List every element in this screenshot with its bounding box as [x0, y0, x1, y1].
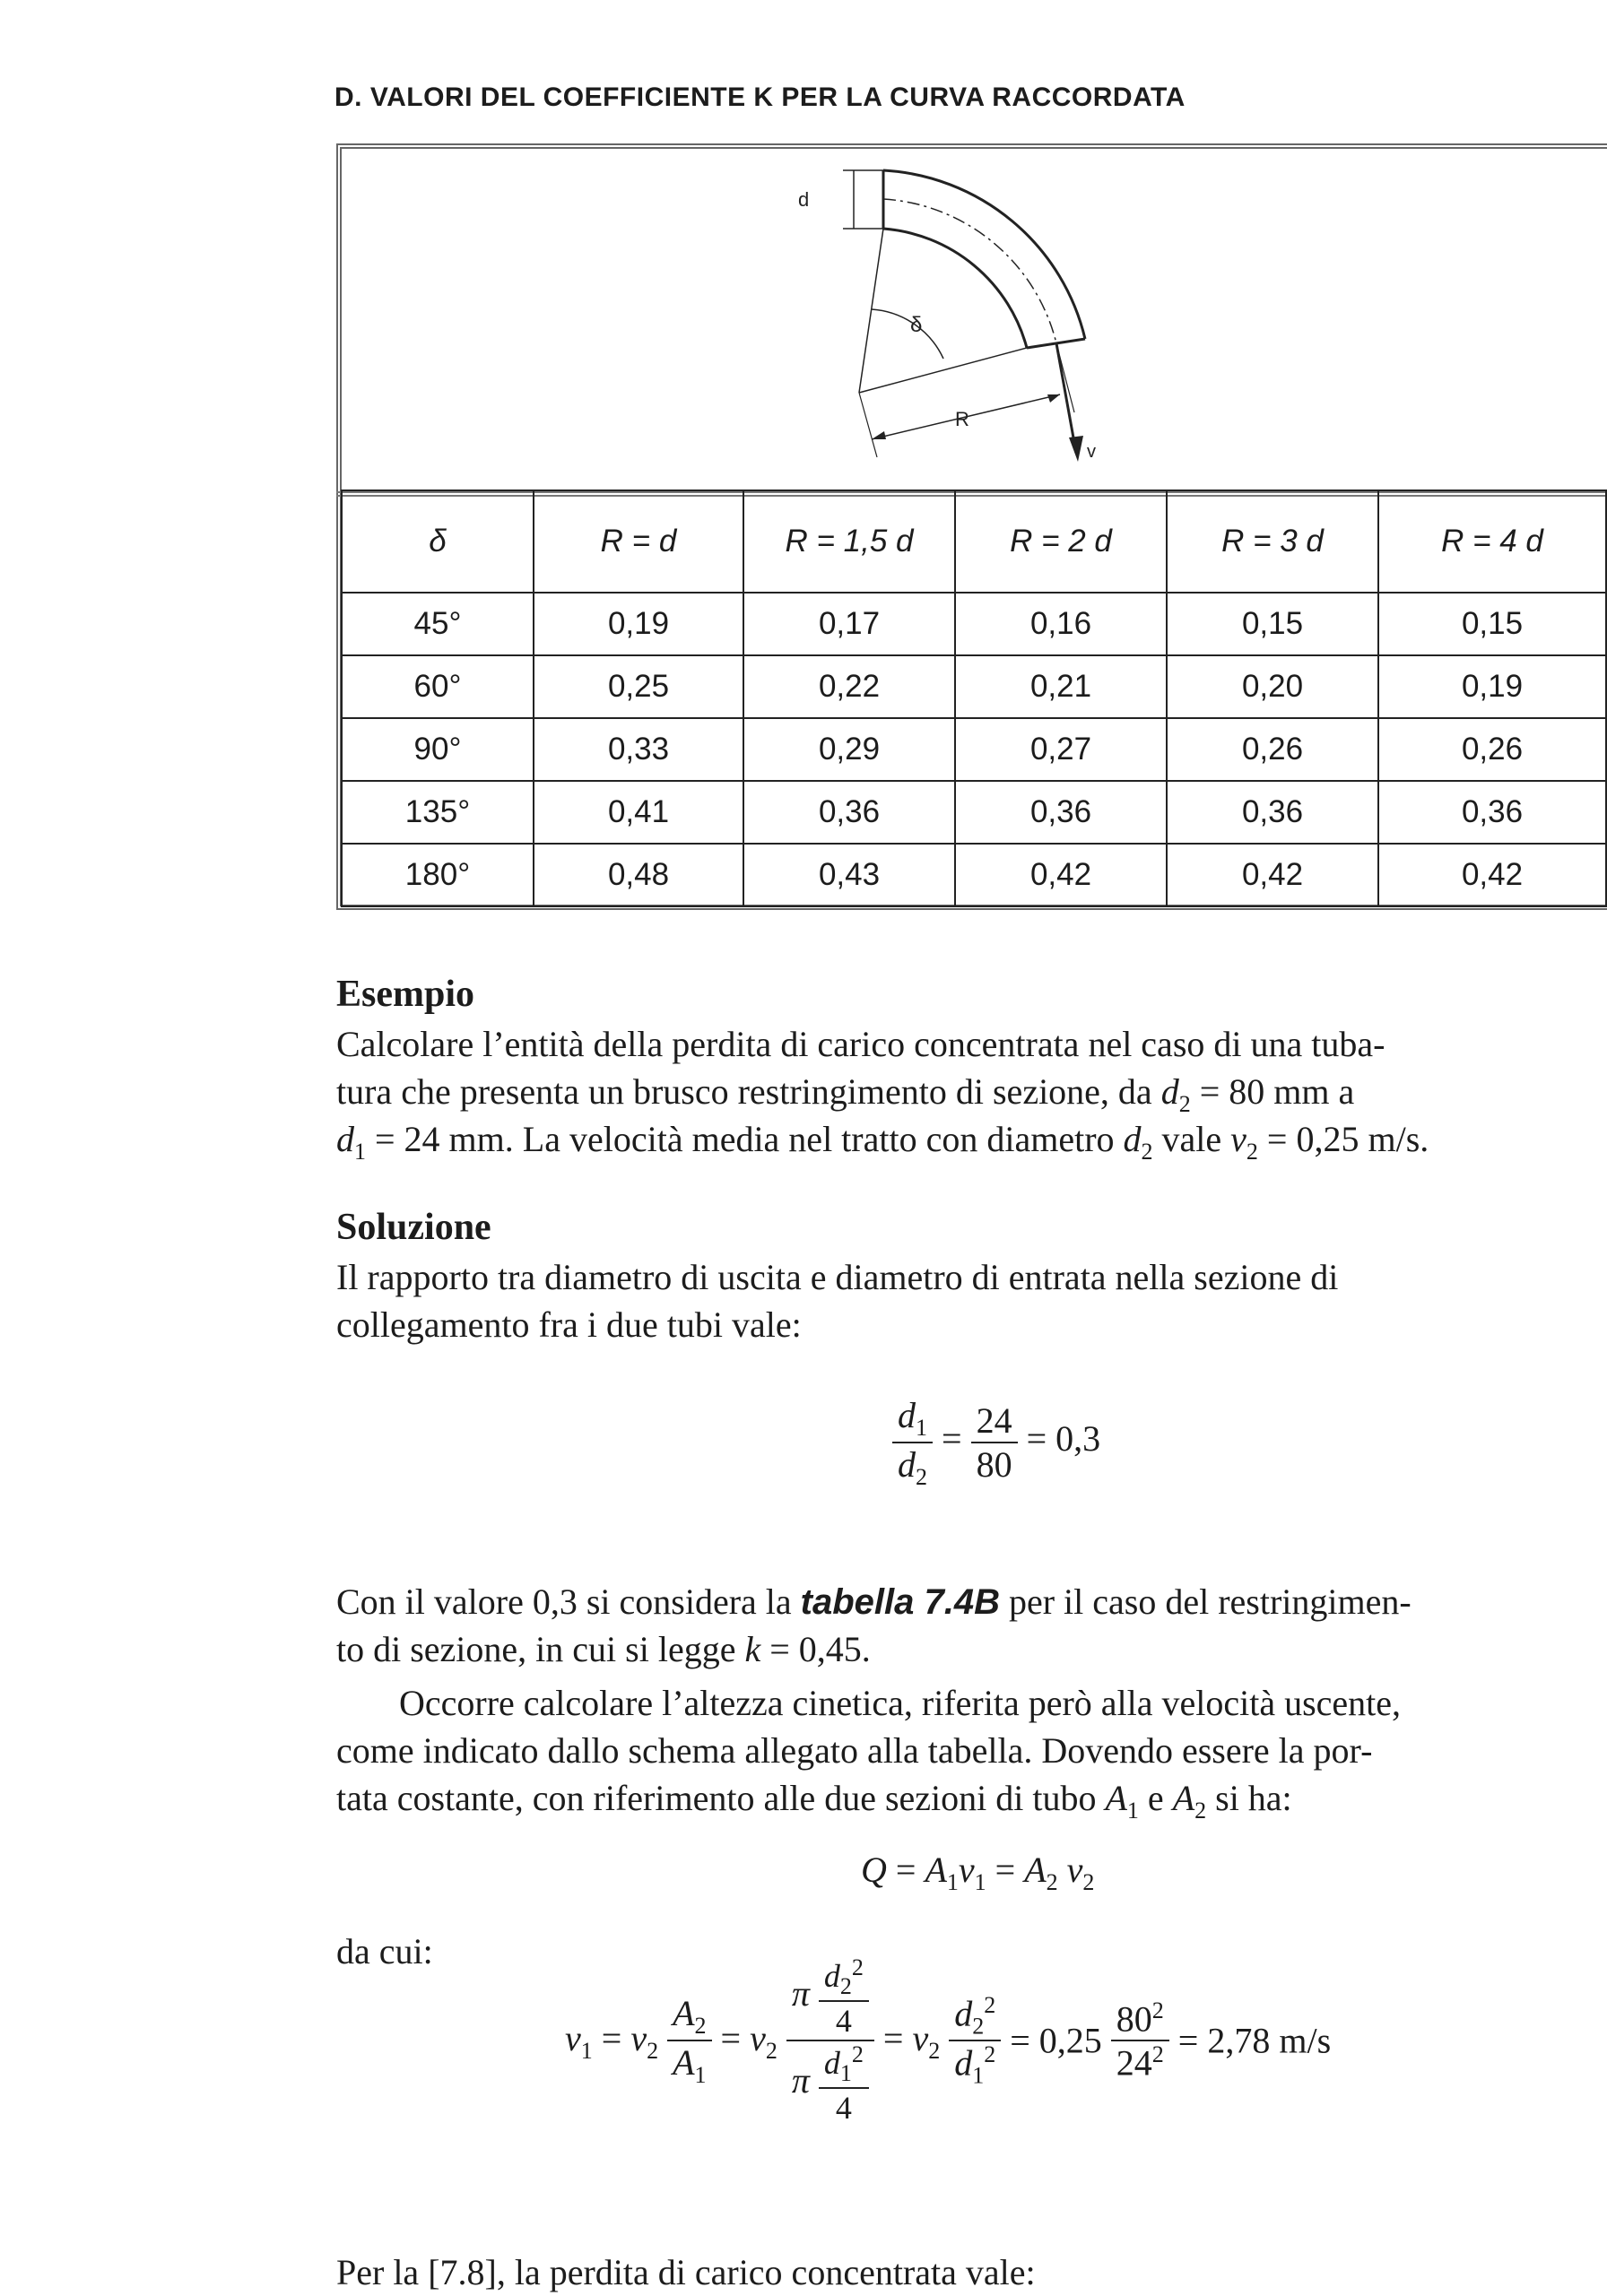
center-line [883, 199, 1056, 343]
table-row [342, 718, 1606, 781]
example-line-3: $d_1 = 24$ mm. La velocità media nel tratto con diametro $d_2$ vale $v_2 = 0,25$ m/s. [336, 1119, 1429, 1165]
table-cell: 0,25 [534, 655, 743, 718]
table-header-row [342, 490, 1606, 593]
table-cell: 0,16 [955, 593, 1167, 655]
table-cell: 0,22 [743, 655, 955, 718]
table-cell: 0,36 [743, 781, 955, 844]
table-cell: 0,42 [1378, 844, 1606, 906]
table-row [342, 655, 1606, 718]
table-cell: 0,27 [955, 718, 1167, 781]
header-r-d: R = d [534, 490, 743, 593]
table-cell: 90° [342, 718, 534, 781]
table-cell: 0,19 [534, 593, 743, 655]
paragraph-table-reference: Con il valore 0,3 si considera la tabella 7.4B per il caso del restringimen- [336, 1581, 1412, 1622]
solution-heading: Soluzione [336, 1207, 491, 1248]
table-cell: 0,36 [1167, 781, 1378, 844]
label-d: d [798, 188, 810, 211]
da-cui-label: da cui: [336, 1931, 433, 1971]
equation-diameter-ratio: $\frac{d_1}{d_2}$ = $\frac{24}{80}$ = 0,3 [892, 1394, 1100, 1491]
table-cell: 0,17 [743, 593, 955, 655]
paragraph-kinetic-line-3: tata costante, con riferimento alle due sezioni di tubo $A_1$ e $A_2$ si ha: [336, 1778, 1292, 1824]
table-cell: 0,15 [1167, 593, 1378, 655]
equation-flow-rate: $Q = A_1v_1 = A_2$ $v_2$ [861, 1850, 1095, 1895]
inner-wall [883, 229, 1027, 348]
pipe-bend-diagram [789, 152, 1112, 475]
table-cell: 45° [342, 593, 534, 655]
k-coefficient-table [341, 490, 1607, 907]
table-cell: 0,36 [955, 781, 1167, 844]
table-cell: 60° [342, 655, 534, 718]
solution-line-2: collegamento fra i due tubi vale: [336, 1304, 802, 1345]
table-cell: 0,21 [955, 655, 1167, 718]
example-line-1: Calcolare l’entità della perdita di carico concentrata nel caso di una tuba- [336, 1024, 1385, 1064]
header-r-2d: R = 2 d [955, 490, 1167, 593]
table-cell: 0,42 [1167, 844, 1378, 906]
table-row [342, 781, 1606, 844]
table-cell: 0,15 [1378, 593, 1606, 655]
table-row [342, 593, 1606, 655]
section-title: D. VALORI DEL COEFFICIENTE K PER LA CURVA RACCORDATA [334, 82, 1186, 112]
table-cell: 135° [342, 781, 534, 844]
header-delta: δ [342, 490, 534, 593]
table-cell: 0,19 [1378, 655, 1606, 718]
paragraph-k-value: to di sezione, in cui si legge k = 0,45. [336, 1629, 871, 1669]
label-R: R [955, 408, 969, 430]
example-line-2: tura che presenta un brusco restringimento di sezione, da $d_2 = 80$ mm a [336, 1071, 1355, 1117]
table-cell: 0,36 [1378, 781, 1606, 844]
table-cell: 0,43 [743, 844, 955, 906]
header-r-3d: R = 3 d [1167, 490, 1378, 593]
table-cell: 0,42 [955, 844, 1167, 906]
solution-line-1: Il rapporto tra diametro di uscita e diametro di entrata nella sezione di [336, 1257, 1339, 1297]
table-cell: 180° [342, 844, 534, 906]
table-cell: 0,48 [534, 844, 743, 906]
table-cell: 0,20 [1167, 655, 1378, 718]
header-r-4d: R = 4 d [1378, 490, 1606, 593]
paragraph-kinetic-line-1: Occorre calcolare l’altezza cinetica, riferita però alla velocità uscente, [399, 1683, 1402, 1723]
table-cell: 0,26 [1167, 718, 1378, 781]
label-delta: δ [910, 313, 923, 337]
paragraph-kinetic-line-2: come indicato dallo schema allegato alla tabella. Dovendo essere la por- [336, 1730, 1373, 1771]
example-heading: Esempio [336, 974, 475, 1015]
table-reference: tabella 7.4B [800, 1582, 1000, 1622]
table-cell: 0,33 [534, 718, 743, 781]
equation-velocity: $v_1 = v_2$ $\frac{A_2}{A_1}$ = $v_2$ π $\frac{d_2^2}{4}$ π $\frac{d_1^2}{4}$ = $v_2$ $\frac{d_2^2}{d_1^2}$ = 0,25 $\frac{80^2}{24^2}$ = 2,78 m/s [565, 1954, 1332, 2127]
label-v: v [1087, 442, 1096, 462]
table-row [342, 844, 1606, 906]
table-cell: 0,41 [534, 781, 743, 844]
header-r-1-5d: R = 1,5 d [743, 490, 955, 593]
table-cell: 0,26 [1378, 718, 1606, 781]
last-line: Per la [7.8], la perdita di carico concentrata vale: [336, 2252, 1036, 2292]
table-cell: 0,29 [743, 718, 955, 781]
